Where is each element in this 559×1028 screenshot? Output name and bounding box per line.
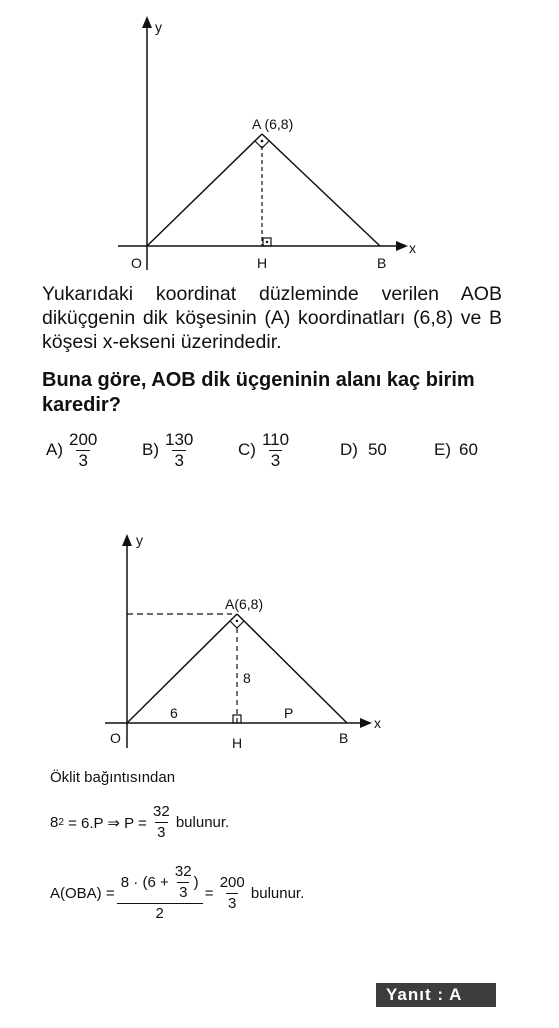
choice-a-label: A) bbox=[46, 440, 63, 459]
x-axis-label-2: x bbox=[374, 715, 381, 731]
side-OA-2 bbox=[127, 614, 237, 723]
point-O-label: O bbox=[131, 255, 142, 271]
point-H-label: H bbox=[257, 255, 268, 271]
eq1-denominator: 3 bbox=[157, 824, 166, 841]
choice-e-label: E) bbox=[434, 440, 451, 459]
right-angle-dot-A-2 bbox=[236, 620, 238, 622]
point-A-label-2: A(6,8) bbox=[225, 596, 264, 612]
choice-c-numerator: 110 bbox=[261, 429, 290, 449]
eq2-equals: = bbox=[200, 884, 218, 902]
choice-d-label: D) bbox=[340, 440, 358, 459]
eq1-numerator: 32 bbox=[152, 803, 170, 820]
eq2-main-fraction bbox=[119, 862, 201, 924]
choice-c-label: C) bbox=[238, 440, 256, 459]
choice-b-label: B) bbox=[142, 440, 159, 459]
eq2-inner-fraction bbox=[173, 862, 194, 903]
eq1-exponent: 2 bbox=[58, 817, 64, 828]
eq1-middle: = 6.P ⇒ P = bbox=[63, 814, 151, 832]
segment-OH-label: 6 bbox=[170, 705, 178, 721]
choice-c-denominator: 3 bbox=[270, 450, 281, 470]
solution-equation-1 bbox=[50, 802, 229, 843]
eq1-base: 8 bbox=[50, 814, 59, 831]
eq2-num-b: ) bbox=[193, 873, 199, 891]
solution-intro: Öklit bağıntısından bbox=[50, 769, 176, 786]
choice-d-value: 50 bbox=[367, 440, 387, 459]
choice-b-numerator: 130 bbox=[165, 429, 194, 449]
point-O-label-2: O bbox=[110, 730, 121, 746]
answer-badge: Yanıt : A bbox=[376, 983, 496, 1007]
segment-HB-label: P bbox=[284, 705, 294, 721]
problem-text: Yukarıdaki koordinat düzleminde verilen AOB diküçgenin dik köşesinin (A) koordinatları (6,8) ve B köşesi x-ekseni üzerindedir. bbox=[42, 283, 502, 353]
y-axis-arrow-2 bbox=[122, 534, 132, 546]
eq2-result-fraction bbox=[218, 873, 247, 914]
y-axis-label-2: y bbox=[136, 532, 143, 548]
eq2-main-denominator: 2 bbox=[117, 903, 203, 924]
eq2-result-numerator: 200 bbox=[219, 873, 245, 891]
eq2-inner-numerator: 32 bbox=[174, 863, 192, 880]
eq1-end: bulunur. bbox=[171, 814, 230, 831]
x-axis-arrow-2 bbox=[360, 718, 372, 728]
choice-e-value: 60 bbox=[459, 440, 478, 459]
x-axis-label: x bbox=[409, 240, 416, 256]
choice-a-numerator: 200 bbox=[69, 429, 98, 449]
eq2-lhs: A(OBA) = bbox=[50, 884, 119, 902]
point-B-label: B bbox=[377, 255, 387, 271]
y-axis-label: y bbox=[155, 19, 162, 35]
eq2-end: bulunur. bbox=[246, 884, 305, 902]
eq2-main-numerator bbox=[119, 862, 201, 903]
eq2-num-a: 8 · (6 + bbox=[120, 873, 173, 891]
height-8-label: 8 bbox=[243, 670, 251, 686]
point-A-label: A (6,8) bbox=[252, 116, 294, 132]
point-B-label-2: B bbox=[339, 730, 349, 746]
solution-equation-2 bbox=[50, 862, 304, 924]
problem-question: Buna göre, AOB dik üçgeninin alanı kaç birim karedir? bbox=[42, 369, 475, 416]
eq1-fraction bbox=[151, 802, 172, 843]
point-H-label-2: H bbox=[232, 735, 243, 751]
choice-b-denominator: 3 bbox=[174, 450, 184, 470]
eq2-inner-denominator: 3 bbox=[179, 884, 188, 901]
choice-a-denominator: 3 bbox=[78, 450, 88, 470]
eq2-result-denominator: 3 bbox=[228, 894, 237, 912]
